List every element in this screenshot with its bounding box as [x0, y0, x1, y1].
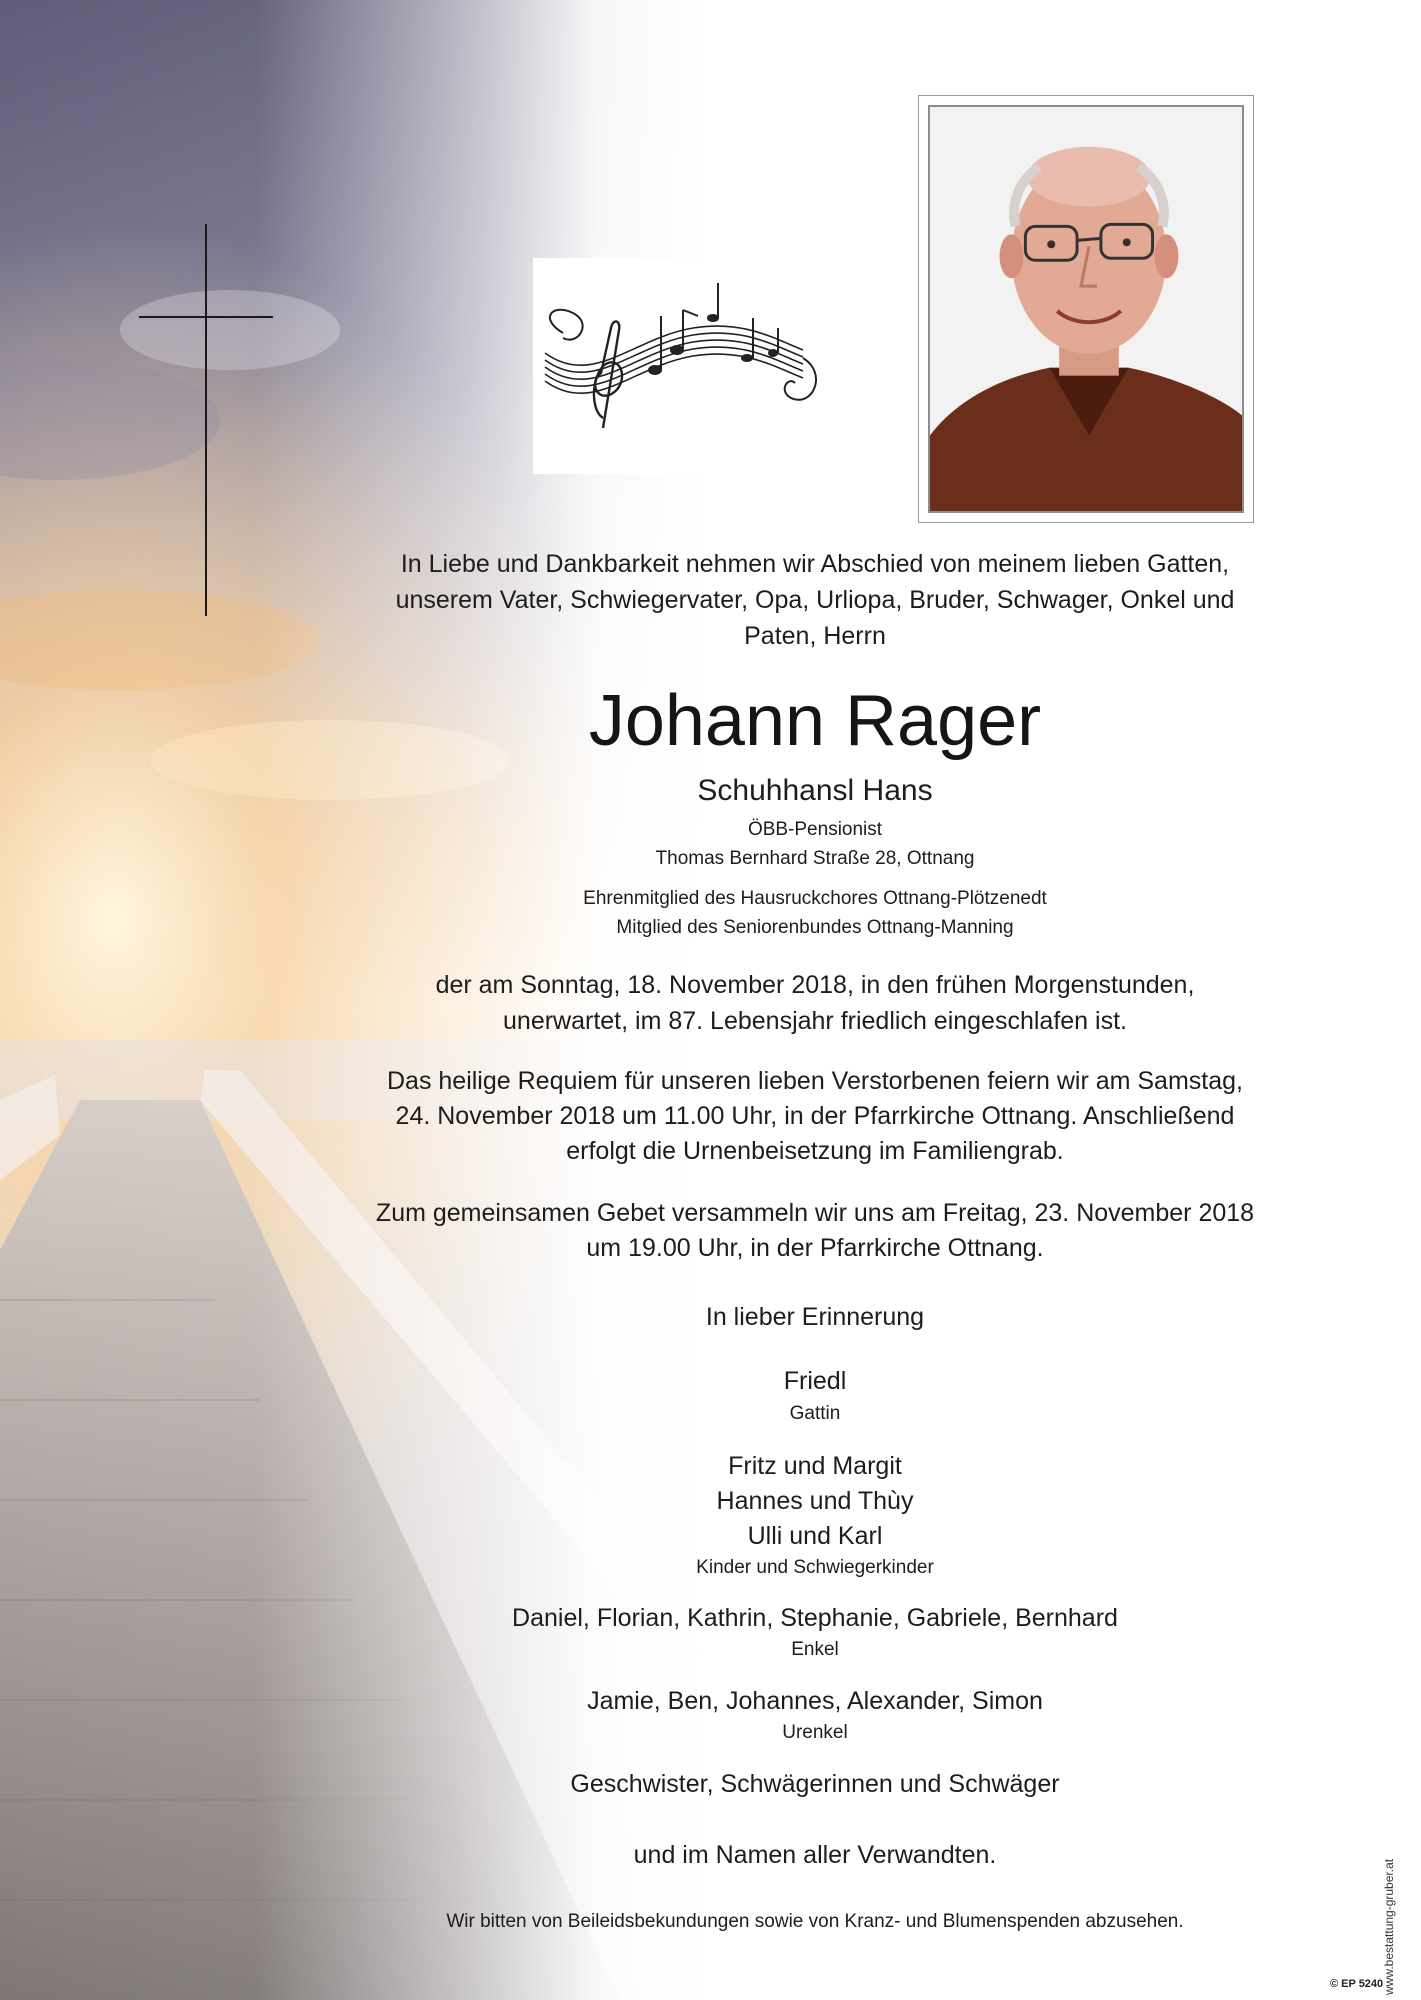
great-grandchildren-label: Urenkel: [782, 1722, 848, 1743]
honor-line: Ehrenmitglied des Hausruckchores Ottnang-Plötzenedt: [583, 888, 1047, 909]
portrait-photo: [928, 105, 1244, 513]
portrait-frame: [918, 95, 1254, 523]
children-names: [370, 1449, 1260, 1554]
siblings-line: Geschwister, Schwägerinnen und Schwäger: [570, 1770, 1060, 1798]
website-credit: www.bestattung-gruber.at: [1382, 1858, 1396, 1995]
death-notice: der am Sonntag, 18. November 2018, in den frühen Morgenstunden, unerwartet, im 87. Lebensjahr friedlich eingeschlafen ist.: [435, 971, 1195, 1035]
spouse-name: Friedl: [783, 1367, 847, 1395]
child-couple: Fritz und Margit: [728, 1452, 902, 1480]
child-couple: Hannes und Thùy: [716, 1487, 914, 1515]
address: Thomas Bernhard Straße 28, Ottnang: [655, 848, 975, 869]
spouse-label: Gattin: [789, 1403, 841, 1424]
honor-line: Mitglied des Seniorenbundes Ottnang-Manning: [616, 917, 1014, 938]
prayer-notice: Zum gemeinsamen Gebet versammeln wir uns am Freitag, 23. November 2018 um 19.00 Uhr, in der Pfarrkirche Ottnang.: [375, 1199, 1255, 1262]
children-label: Kinder und Schwiegerkinder: [696, 1557, 934, 1578]
cross-icon: [0, 0, 300, 640]
donation-request: Wir bitten von Beileidsbekundungen sowie von Kranz- und Blumenspenden abzusehen.: [446, 1911, 1184, 1932]
occupation: ÖBB-Pensionist: [747, 819, 883, 840]
grandchildren-names: Daniel, Florian, Kathrin, Stephanie, Gabriele, Bernhard: [512, 1604, 1118, 1632]
intro-text: In Liebe und Dankbarkeit nehmen wir Abschied von meinem lieben Gatten, unserem Vater, Schwiegervater, Opa, Urliopa, Bruder, Schwager, Onkel und Paten, Herrn: [395, 550, 1235, 650]
music-notes-icon: [533, 258, 823, 474]
great-grandchildren-names: Jamie, Ben, Johannes, Alexander, Simon: [587, 1687, 1043, 1715]
child-couple: Ulli und Karl: [747, 1522, 883, 1550]
print-code: © EP 5240: [1330, 1978, 1384, 1990]
remembrance-heading: In lieber Erinnerung: [705, 1303, 925, 1331]
relatives-line: und im Namen aller Verwandten.: [633, 1841, 997, 1869]
grandchildren-label: Enkel: [791, 1639, 839, 1660]
nickname: Schuhhansl Hans: [697, 774, 933, 807]
requiem-notice: Das heilige Requiem für unseren lieben Verstorbenen feiern wir am Samstag, 24. November 2018 um 11.00 Uhr, in der Pfarrkirche Ottnang. Anschließend erfolgt die Urnenbeisetzung im Familiengrab.: [386, 1067, 1243, 1165]
deceased-name: Johann Rager: [588, 681, 1042, 761]
